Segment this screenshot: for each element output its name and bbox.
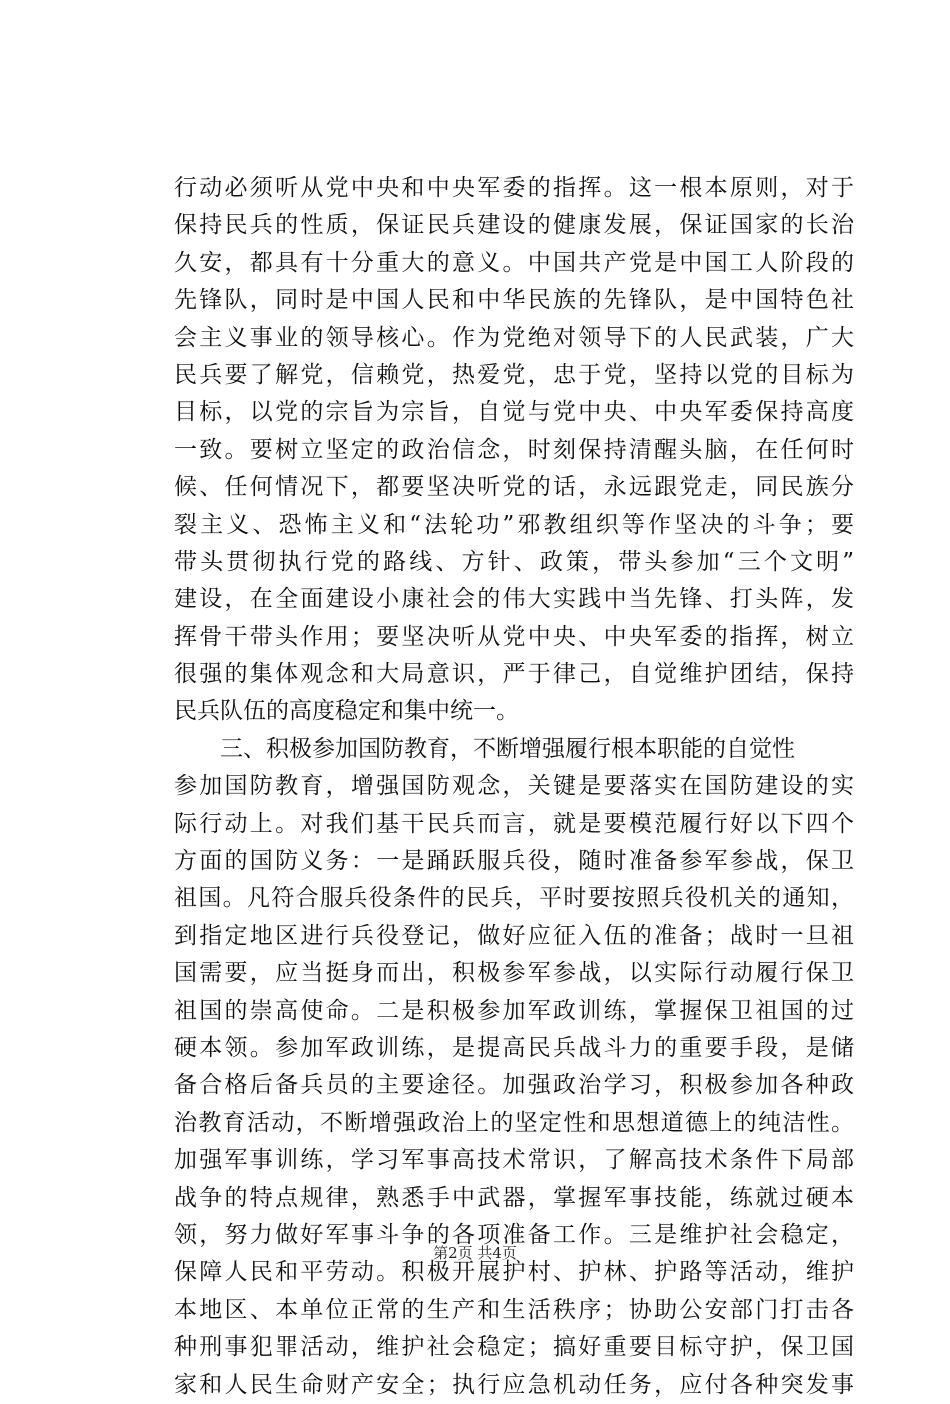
text-line: 建设，在全面建设小康社会的伟大实践中当先锋、打头阵，发 — [174, 586, 854, 613]
text-line: 民兵要了解党，信赖党，热爱党，忠于党，坚持以党的目标为 — [174, 361, 854, 388]
text-line: 很强的集体观念和大局意识，严于律己，自觉维护团结，保持 — [174, 661, 854, 688]
text-line: 治教育活动，不断增强政治上的坚定性和思想道德上的纯洁性。 — [174, 1109, 854, 1136]
text-line: 参加国防教育，增强国防观念，关键是要落实在国防建设的实 — [174, 773, 854, 800]
text-line: 祖国。凡符合服兵役条件的民兵，平时要按照兵役机关的通知， — [174, 885, 854, 912]
text-line: 到指定地区进行兵役登记，做好应征入伍的准备；战时一旦祖 — [174, 922, 854, 949]
text-line: 保持民兵的性质，保证民兵建设的健康发展，保证国家的长治 — [174, 212, 854, 239]
text-line: 际行动上。对我们基干民兵而言，就是要模范履行好以下四个 — [174, 810, 854, 837]
text-line: 裂主义、恐怖主义和“法轮功”邪教组织等作坚决的斗争；要 — [174, 511, 854, 538]
text-line: 久安，都具有十分重大的意义。中国共产党是中国工人阶段的 — [174, 249, 854, 276]
document-body — [174, 170, 854, 1404]
text-line: 民兵队伍的高度稳定和集中统一。 — [174, 698, 519, 725]
text-line: 一致。要树立坚定的政治信念，时刻保持清醒头脑，在任何时 — [174, 436, 854, 463]
text-line: 本地区、本单位正常的生产和生活秩序；协助公安部门打击各 — [174, 1296, 854, 1323]
text-line: 备合格后备兵员的主要途径。加强政治学习，积极参加各种政 — [174, 1072, 854, 1099]
text-line: 目标，以党的宗旨为宗旨，自觉与党中央、中央军委保持高度 — [174, 399, 854, 426]
text-line: 方面的国防义务：一是踊跃服兵役，随时准备参军参战，保卫 — [174, 848, 854, 875]
text-line: 行动必须听从党中央和中央军委的指挥。这一根本原则，对于 — [174, 175, 854, 201]
page-number-footer: 第2页 共4页 — [433, 1244, 517, 1262]
text-line: 会主义事业的领导核心。作为党绝对领导下的人民武装，广大 — [174, 324, 854, 351]
text-line: 加强军事训练，学习军事高技术常识，了解高技术条件下局部 — [174, 1147, 854, 1174]
text-line: 领，努力做好军事斗争的各项准备工作。三是维护社会稳定， — [174, 1221, 854, 1248]
text-line: 挥骨干带头作用；要坚决听从党中央、中央军委的指挥，树立 — [174, 623, 854, 650]
text-line: 国需要，应当挺身而出，积极参军参战，以实际行动履行保卫 — [174, 960, 854, 987]
text-line: 硬本领。参加军政训练，是提高民兵战斗力的重要手段，是储 — [174, 1034, 854, 1061]
text-line: 先锋队，同时是中国人民和中华民族的先锋队，是中国特色社 — [174, 287, 854, 314]
text-line: 带头贯彻执行党的路线、方针、政策，带头参加“三个文明” — [174, 548, 854, 575]
text-line: 候、任何情况下，都要坚决听党的话，永远跟党走，同民族分 — [174, 474, 854, 501]
text-line: 祖国的崇高使命。二是积极参加军政训练，掌握保卫祖国的过 — [174, 997, 854, 1024]
text-line: 保障人民和平劳动。积极开展护村、护林、护路等活动，维护 — [174, 1259, 854, 1286]
section-heading: 三、积极参加国防教育，不断增强履行根本职能的自觉性 — [220, 735, 795, 762]
text-line: 种刑事犯罪活动，维护社会稳定；搞好重要目标守护，保卫国 — [174, 1334, 854, 1361]
text-line: 家和人民生命财产安全；执行应急机动任务，应付各种突发事 — [174, 1371, 854, 1398]
text-line: 战争的特点规律，熟悉手中武器，掌握军事技能，练就过硬本 — [174, 1184, 854, 1211]
